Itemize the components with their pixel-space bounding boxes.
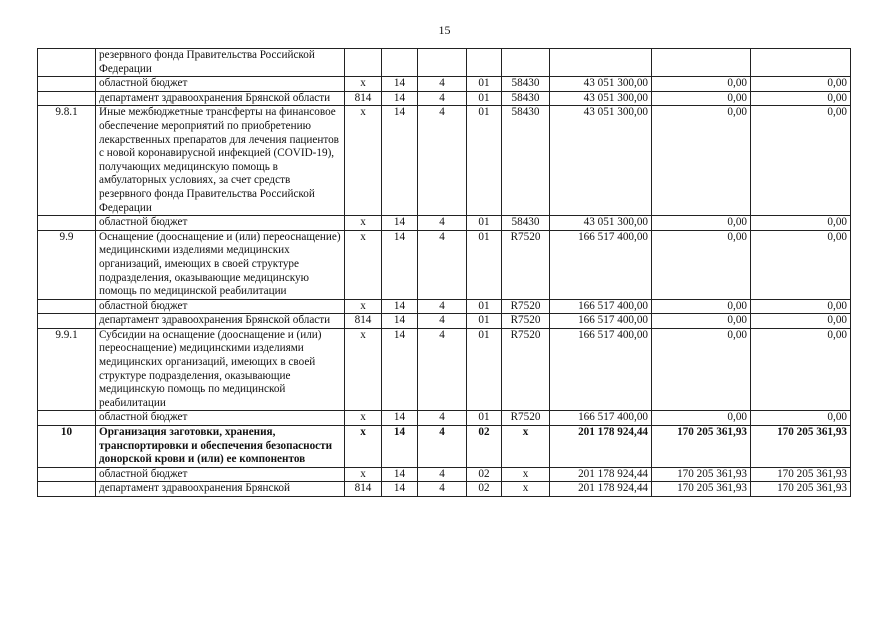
rz-cell: 14 [382, 328, 418, 411]
table-row [38, 328, 851, 411]
sum-2023-cell: 0,00 [751, 77, 851, 92]
row-name: департамент здравоохранения Брянской области [96, 91, 345, 106]
sum-2021-cell: 166 517 400,00 [550, 230, 652, 299]
row-number: 9.9 [38, 230, 96, 299]
sum-2023-cell: 0,00 [751, 91, 851, 106]
pr-cell: 4 [418, 426, 467, 468]
sum-2021-cell: 43 051 300,00 [550, 91, 652, 106]
sum-2021-cell [550, 49, 652, 77]
sum-2022-cell: 0,00 [652, 411, 751, 426]
row-name: областной бюджет [96, 77, 345, 92]
grbs-cell: х [345, 216, 382, 231]
table-row [38, 216, 851, 231]
pr-cell: 4 [418, 216, 467, 231]
pr-cell [418, 49, 467, 77]
row-number [38, 216, 96, 231]
sum-2022-cell: 0,00 [652, 230, 751, 299]
csr1-cell: 01 [467, 328, 502, 411]
sum-2023-cell: 170 205 361,93 [751, 426, 851, 468]
rz-cell [382, 49, 418, 77]
csr2-cell: 58430 [502, 216, 550, 231]
csr1-cell: 01 [467, 411, 502, 426]
rz-cell: 14 [382, 299, 418, 314]
sum-2021-cell: 43 051 300,00 [550, 216, 652, 231]
sum-2023-cell: 170 205 361,93 [751, 482, 851, 497]
table-row [38, 49, 851, 77]
row-number [38, 299, 96, 314]
row-number [38, 482, 96, 497]
sum-2022-cell: 170 205 361,93 [652, 426, 751, 468]
sum-2023-cell: 0,00 [751, 230, 851, 299]
rz-cell: 14 [382, 314, 418, 329]
row-number [38, 91, 96, 106]
row-name: Иные межбюджетные трансферты на финансовое обеспечение мероприятий по приобретению лекарственных препаратов для лечения пациентов с новой коронавирусной инфекцией (COVID-19), получающих медицинскую помощь в амбулаторных условиях, за счет средств резервного фонда Правительства Российской Федерации [96, 106, 345, 216]
csr2-cell: 58430 [502, 91, 550, 106]
csr1-cell: 01 [467, 216, 502, 231]
pr-cell: 4 [418, 299, 467, 314]
csr2-cell: 58430 [502, 106, 550, 216]
pr-cell: 4 [418, 106, 467, 216]
row-number: 10 [38, 426, 96, 468]
csr2-cell: R7520 [502, 328, 550, 411]
csr2-cell [502, 49, 550, 77]
sum-2023-cell: 0,00 [751, 299, 851, 314]
csr2-cell: х [502, 482, 550, 497]
rz-cell: 14 [382, 106, 418, 216]
row-name: Субсидии на оснащение (дооснащение и (или) переоснащение) медицинскими изделиями медицинских организаций, имеющих в своей структуре подразделения, оказывающие медицинскую помощь по медицинской реабилитации [96, 328, 345, 411]
sum-2021-cell: 201 178 924,44 [550, 467, 652, 482]
pr-cell: 4 [418, 77, 467, 92]
sum-2023-cell [751, 49, 851, 77]
rz-cell: 14 [382, 77, 418, 92]
csr2-cell: х [502, 426, 550, 468]
rz-cell: 14 [382, 411, 418, 426]
sum-2021-cell: 166 517 400,00 [550, 314, 652, 329]
row-number: 9.8.1 [38, 106, 96, 216]
csr2-cell: R7520 [502, 314, 550, 329]
sum-2023-cell: 0,00 [751, 106, 851, 216]
grbs-cell: х [345, 411, 382, 426]
table-row [38, 426, 851, 468]
table-row [38, 467, 851, 482]
sum-2022-cell: 0,00 [652, 106, 751, 216]
csr2-cell: R7520 [502, 230, 550, 299]
page-number: 15 [438, 23, 451, 37]
grbs-cell: х [345, 328, 382, 411]
sum-2023-cell: 0,00 [751, 411, 851, 426]
pr-cell: 4 [418, 230, 467, 299]
budget-table [37, 48, 851, 497]
sum-2023-cell: 0,00 [751, 328, 851, 411]
csr1-cell: 01 [467, 230, 502, 299]
grbs-cell: 814 [345, 482, 382, 497]
sum-2021-cell: 43 051 300,00 [550, 106, 652, 216]
grbs-cell: х [345, 77, 382, 92]
table-row [38, 411, 851, 426]
sum-2021-cell: 43 051 300,00 [550, 77, 652, 92]
csr1-cell: 02 [467, 467, 502, 482]
table-row [38, 106, 851, 216]
pr-cell: 4 [418, 314, 467, 329]
sum-2022-cell: 0,00 [652, 314, 751, 329]
pr-cell: 4 [418, 411, 467, 426]
row-number: 9.9.1 [38, 328, 96, 411]
table-row [38, 77, 851, 92]
csr2-cell: х [502, 467, 550, 482]
rz-cell: 14 [382, 216, 418, 231]
csr1-cell: 02 [467, 426, 502, 468]
row-number [38, 314, 96, 329]
grbs-cell [345, 49, 382, 77]
sum-2023-cell: 170 205 361,93 [751, 467, 851, 482]
row-name: областной бюджет [96, 411, 345, 426]
sum-2022-cell: 170 205 361,93 [652, 467, 751, 482]
sum-2022-cell: 0,00 [652, 328, 751, 411]
row-name: Оснащение (дооснащение и (или) переоснащение) медицинскими изделиями медицинских организаций, имеющих в своей структуре подразделения, оказывающие медицинскую помощь по медицинской реабилитации [96, 230, 345, 299]
grbs-cell: х [345, 230, 382, 299]
table-row [38, 230, 851, 299]
row-number [38, 77, 96, 92]
row-name: областной бюджет [96, 216, 345, 231]
table-row [38, 482, 851, 497]
row-name: Организация заготовки, хранения, транспортировки и обеспечения безопасности донорской крови и (или) ее компонентов [96, 426, 345, 468]
csr2-cell: 58430 [502, 77, 550, 92]
pr-cell: 4 [418, 328, 467, 411]
table-row [38, 299, 851, 314]
grbs-cell: х [345, 299, 382, 314]
csr1-cell: 01 [467, 314, 502, 329]
grbs-cell: 814 [345, 91, 382, 106]
sum-2022-cell: 0,00 [652, 299, 751, 314]
sum-2023-cell: 0,00 [751, 216, 851, 231]
table-row [38, 91, 851, 106]
row-name: резервного фонда Правительства Российской Федерации [96, 49, 345, 77]
rz-cell: 14 [382, 467, 418, 482]
csr1-cell: 01 [467, 106, 502, 216]
grbs-cell: 814 [345, 314, 382, 329]
sum-2022-cell: 0,00 [652, 91, 751, 106]
sum-2021-cell: 201 178 924,44 [550, 482, 652, 497]
sum-2021-cell: 166 517 400,00 [550, 328, 652, 411]
sum-2022-cell: 0,00 [652, 216, 751, 231]
grbs-cell: х [345, 426, 382, 468]
pr-cell: 4 [418, 482, 467, 497]
sum-2021-cell: 166 517 400,00 [550, 411, 652, 426]
sum-2021-cell: 166 517 400,00 [550, 299, 652, 314]
row-name: областной бюджет [96, 467, 345, 482]
rz-cell: 14 [382, 426, 418, 468]
sum-2022-cell [652, 49, 751, 77]
sum-2023-cell: 0,00 [751, 314, 851, 329]
table-body [38, 49, 851, 497]
csr1-cell [467, 49, 502, 77]
grbs-cell: х [345, 467, 382, 482]
rz-cell: 14 [382, 482, 418, 497]
row-number [38, 49, 96, 77]
row-number [38, 411, 96, 426]
csr1-cell: 01 [467, 91, 502, 106]
rz-cell: 14 [382, 91, 418, 106]
csr2-cell: R7520 [502, 299, 550, 314]
grbs-cell: х [345, 106, 382, 216]
rz-cell: 14 [382, 230, 418, 299]
row-number [38, 467, 96, 482]
row-name: областной бюджет [96, 299, 345, 314]
csr1-cell: 02 [467, 482, 502, 497]
table-row [38, 314, 851, 329]
csr2-cell: R7520 [502, 411, 550, 426]
pr-cell: 4 [418, 467, 467, 482]
csr1-cell: 01 [467, 77, 502, 92]
sum-2022-cell: 0,00 [652, 77, 751, 92]
row-name: департамент здравоохранения Брянской [96, 482, 345, 497]
csr1-cell: 01 [467, 299, 502, 314]
row-name: департамент здравоохранения Брянской области [96, 314, 345, 329]
sum-2021-cell: 201 178 924,44 [550, 426, 652, 468]
pr-cell: 4 [418, 91, 467, 106]
sum-2022-cell: 170 205 361,93 [652, 482, 751, 497]
